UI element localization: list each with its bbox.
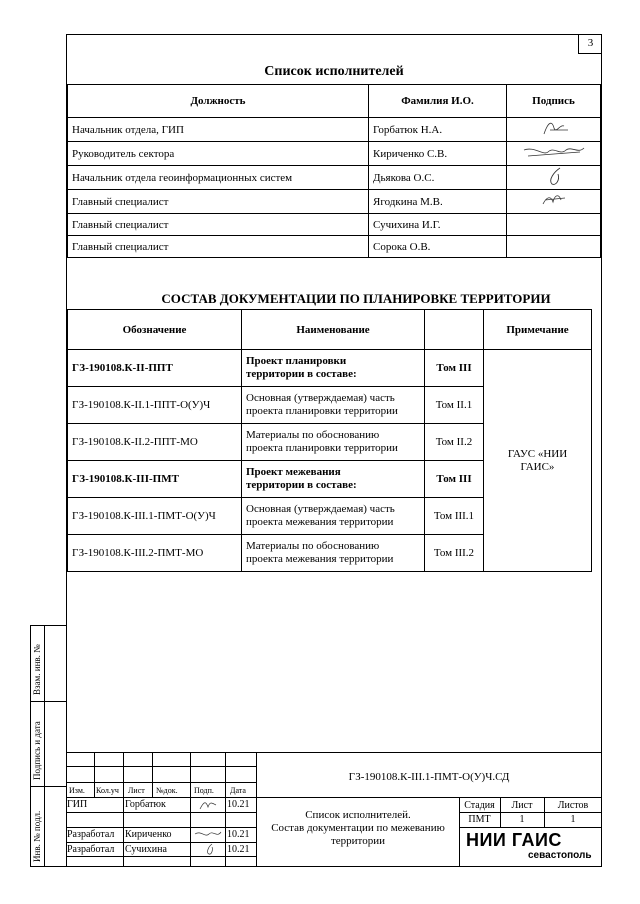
cell-volume: Том III	[425, 350, 484, 387]
executors-title: Список исполнителей	[264, 64, 404, 79]
signature-cell	[507, 236, 601, 258]
signature-cell	[507, 190, 601, 214]
table-header-row	[68, 310, 592, 350]
docs-title: СОСТАВ ДОКУМЕНТАЦИИ ПО ПЛАНИРОВКЕ ТЕРРИТОРИИ	[161, 291, 551, 306]
stage-label: Стадия	[464, 800, 495, 811]
cell-code: ГЗ-190108.К-II.1-ППТ-О(У)Ч	[68, 387, 242, 424]
header-code: Обозначение	[68, 310, 242, 350]
org-logo: НИИ ГАИС	[466, 830, 562, 850]
table-row	[68, 236, 601, 258]
signature-image	[514, 142, 594, 162]
cell-title	[242, 461, 425, 498]
title-line: Материалы по обоснованию	[246, 540, 380, 552]
cell-code: ГЗ-190108.К-III.1-ПМТ-О(У)Ч	[68, 498, 242, 535]
signature-cell	[507, 214, 601, 236]
strip-divider	[30, 786, 66, 787]
col-list: Лист	[128, 786, 145, 795]
doc-code: ГЗ-190108.К-III.1-ПМТ-О(У)Ч.СД	[348, 771, 510, 783]
table-row	[68, 214, 601, 236]
title-line: Проект планировки	[246, 355, 347, 367]
col-izm: Изм.	[69, 786, 85, 795]
cell-title	[242, 387, 425, 424]
title-line: Проект межевания	[246, 466, 341, 478]
grid-line	[152, 752, 153, 797]
doc-title-line: Состав документации по межеванию	[271, 822, 445, 834]
tb-signature-image	[200, 843, 220, 855]
title-line: Основная (утверждаемая) часть	[246, 392, 395, 404]
page-number: 3	[578, 34, 602, 54]
header-note: Примечание	[484, 310, 592, 350]
grid-line	[66, 842, 256, 843]
strip-divider	[30, 701, 66, 702]
strip-label-inv: Инв. № подл.	[32, 810, 42, 862]
stage-value: ПМТ	[468, 814, 491, 825]
strip-label-podpis: Подпись и дата	[32, 721, 42, 780]
cell-name: Дьякова О.С.	[369, 166, 507, 190]
grid-line	[225, 752, 226, 867]
doc-title	[258, 809, 458, 848]
table-header-row	[68, 85, 601, 118]
cell-volume: Том III.1	[425, 498, 484, 535]
signature-image	[534, 166, 574, 186]
title-line: Основная (утверждаемая) часть	[246, 503, 395, 515]
table-row	[68, 190, 601, 214]
org-city: севастополь	[528, 850, 592, 861]
signature-cell	[507, 118, 601, 142]
col-data: Дата	[230, 786, 246, 795]
header-name: Фамилия И.О.	[369, 85, 507, 118]
grid-line	[66, 812, 256, 813]
header-signature: Подпись	[507, 85, 601, 118]
header-volume	[425, 310, 484, 350]
col-podp: Подп.	[194, 786, 214, 795]
header-title: Наименование	[242, 310, 425, 350]
cell-position: Руководитель сектора	[68, 142, 369, 166]
table-row	[68, 350, 592, 387]
signature-image	[529, 190, 579, 210]
tb-date: 10.21	[227, 799, 250, 810]
cell-code: ГЗ-190108.К-III-ПМТ	[68, 461, 242, 498]
title-line: проекта межевания территории	[246, 516, 394, 528]
cell-volume: Том II.2	[425, 424, 484, 461]
sheets-label: Листов	[557, 800, 589, 811]
tb-signature-image	[196, 799, 220, 811]
grid-line	[123, 752, 124, 867]
cell-title	[242, 535, 425, 572]
table-row	[68, 166, 601, 190]
cell-position: Начальник отдела, ГИП	[68, 118, 369, 142]
cell-code: ГЗ-190108.К-II-ППТ	[68, 350, 242, 387]
tb-name: Кириченко	[125, 829, 172, 840]
title-line: территории в составе:	[246, 479, 357, 491]
cell-position: Главный специалист	[68, 190, 369, 214]
grid-line	[94, 752, 95, 797]
tb-name: Горбатюк	[125, 799, 166, 810]
note-line: ГАУС «НИИ	[507, 447, 568, 460]
cell-name: Кириченко С.В.	[369, 142, 507, 166]
tb-date: 10.21	[227, 844, 250, 855]
col-ndok: №док.	[156, 786, 178, 795]
cell-position: Начальник отдела геоинформационных систем	[68, 166, 369, 190]
grid-line	[190, 752, 191, 867]
grid-line	[256, 752, 257, 867]
tb-signature-image	[193, 828, 223, 840]
tb-date: 10.21	[227, 829, 250, 840]
doc-title-line: территории	[330, 835, 385, 847]
grid-line	[459, 827, 602, 828]
cell-code: ГЗ-190108.К-III.2-ПМТ-МО	[68, 535, 242, 572]
cell-volume: Том II.1	[425, 387, 484, 424]
tb-name: Сучихина	[125, 844, 167, 855]
sheet-label: Лист	[511, 800, 533, 811]
cell-name: Сучихина И.Г.	[369, 214, 507, 236]
title-line: проекта планировки территории	[246, 442, 398, 454]
title-line: проекта планировки территории	[246, 405, 398, 417]
title-line: территории в составе:	[246, 368, 357, 380]
cell-position: Главный специалист	[68, 236, 369, 258]
signature-cell	[507, 142, 601, 166]
doc-title-line: Список исполнителей.	[305, 809, 411, 821]
cell-title	[242, 424, 425, 461]
signature-cell	[507, 166, 601, 190]
table-row	[68, 118, 601, 142]
header-position: Должность	[68, 85, 369, 118]
docs-table	[67, 309, 592, 572]
grid-line	[66, 827, 256, 828]
cell-volume: Том III.2	[425, 535, 484, 572]
cell-position: Главный специалист	[68, 214, 369, 236]
cell-name: Сорока О.В.	[369, 236, 507, 258]
grid-line	[66, 797, 602, 798]
cell-title	[242, 350, 425, 387]
strip-label-vzam: Взам. инв. №	[32, 644, 42, 695]
cell-code: ГЗ-190108.К-II.2-ППТ-МО	[68, 424, 242, 461]
title-line: проекта межевания территории	[246, 553, 394, 565]
table-row	[68, 142, 601, 166]
sheets-value: 1	[570, 814, 576, 825]
cell-volume: Том III	[425, 461, 484, 498]
cell-name: Ягодкина М.В.	[369, 190, 507, 214]
note-line: ГАИС»	[520, 460, 555, 473]
tb-role: Разработал	[67, 829, 115, 840]
title-line: Материалы по обоснованию	[246, 429, 380, 441]
executors-table	[67, 84, 601, 258]
sheet-value: 1	[519, 814, 525, 825]
tb-role: ГИП	[67, 799, 88, 810]
grid-line	[459, 812, 602, 813]
col-kolch: Кол.уч	[96, 786, 119, 795]
signature-image	[524, 118, 584, 138]
cell-title	[242, 498, 425, 535]
strip-divider	[44, 625, 45, 867]
cell-name: Горбатюк Н.А.	[369, 118, 507, 142]
grid-line	[66, 856, 256, 857]
tb-role: Разработал	[67, 844, 115, 855]
cell-note	[484, 350, 592, 572]
